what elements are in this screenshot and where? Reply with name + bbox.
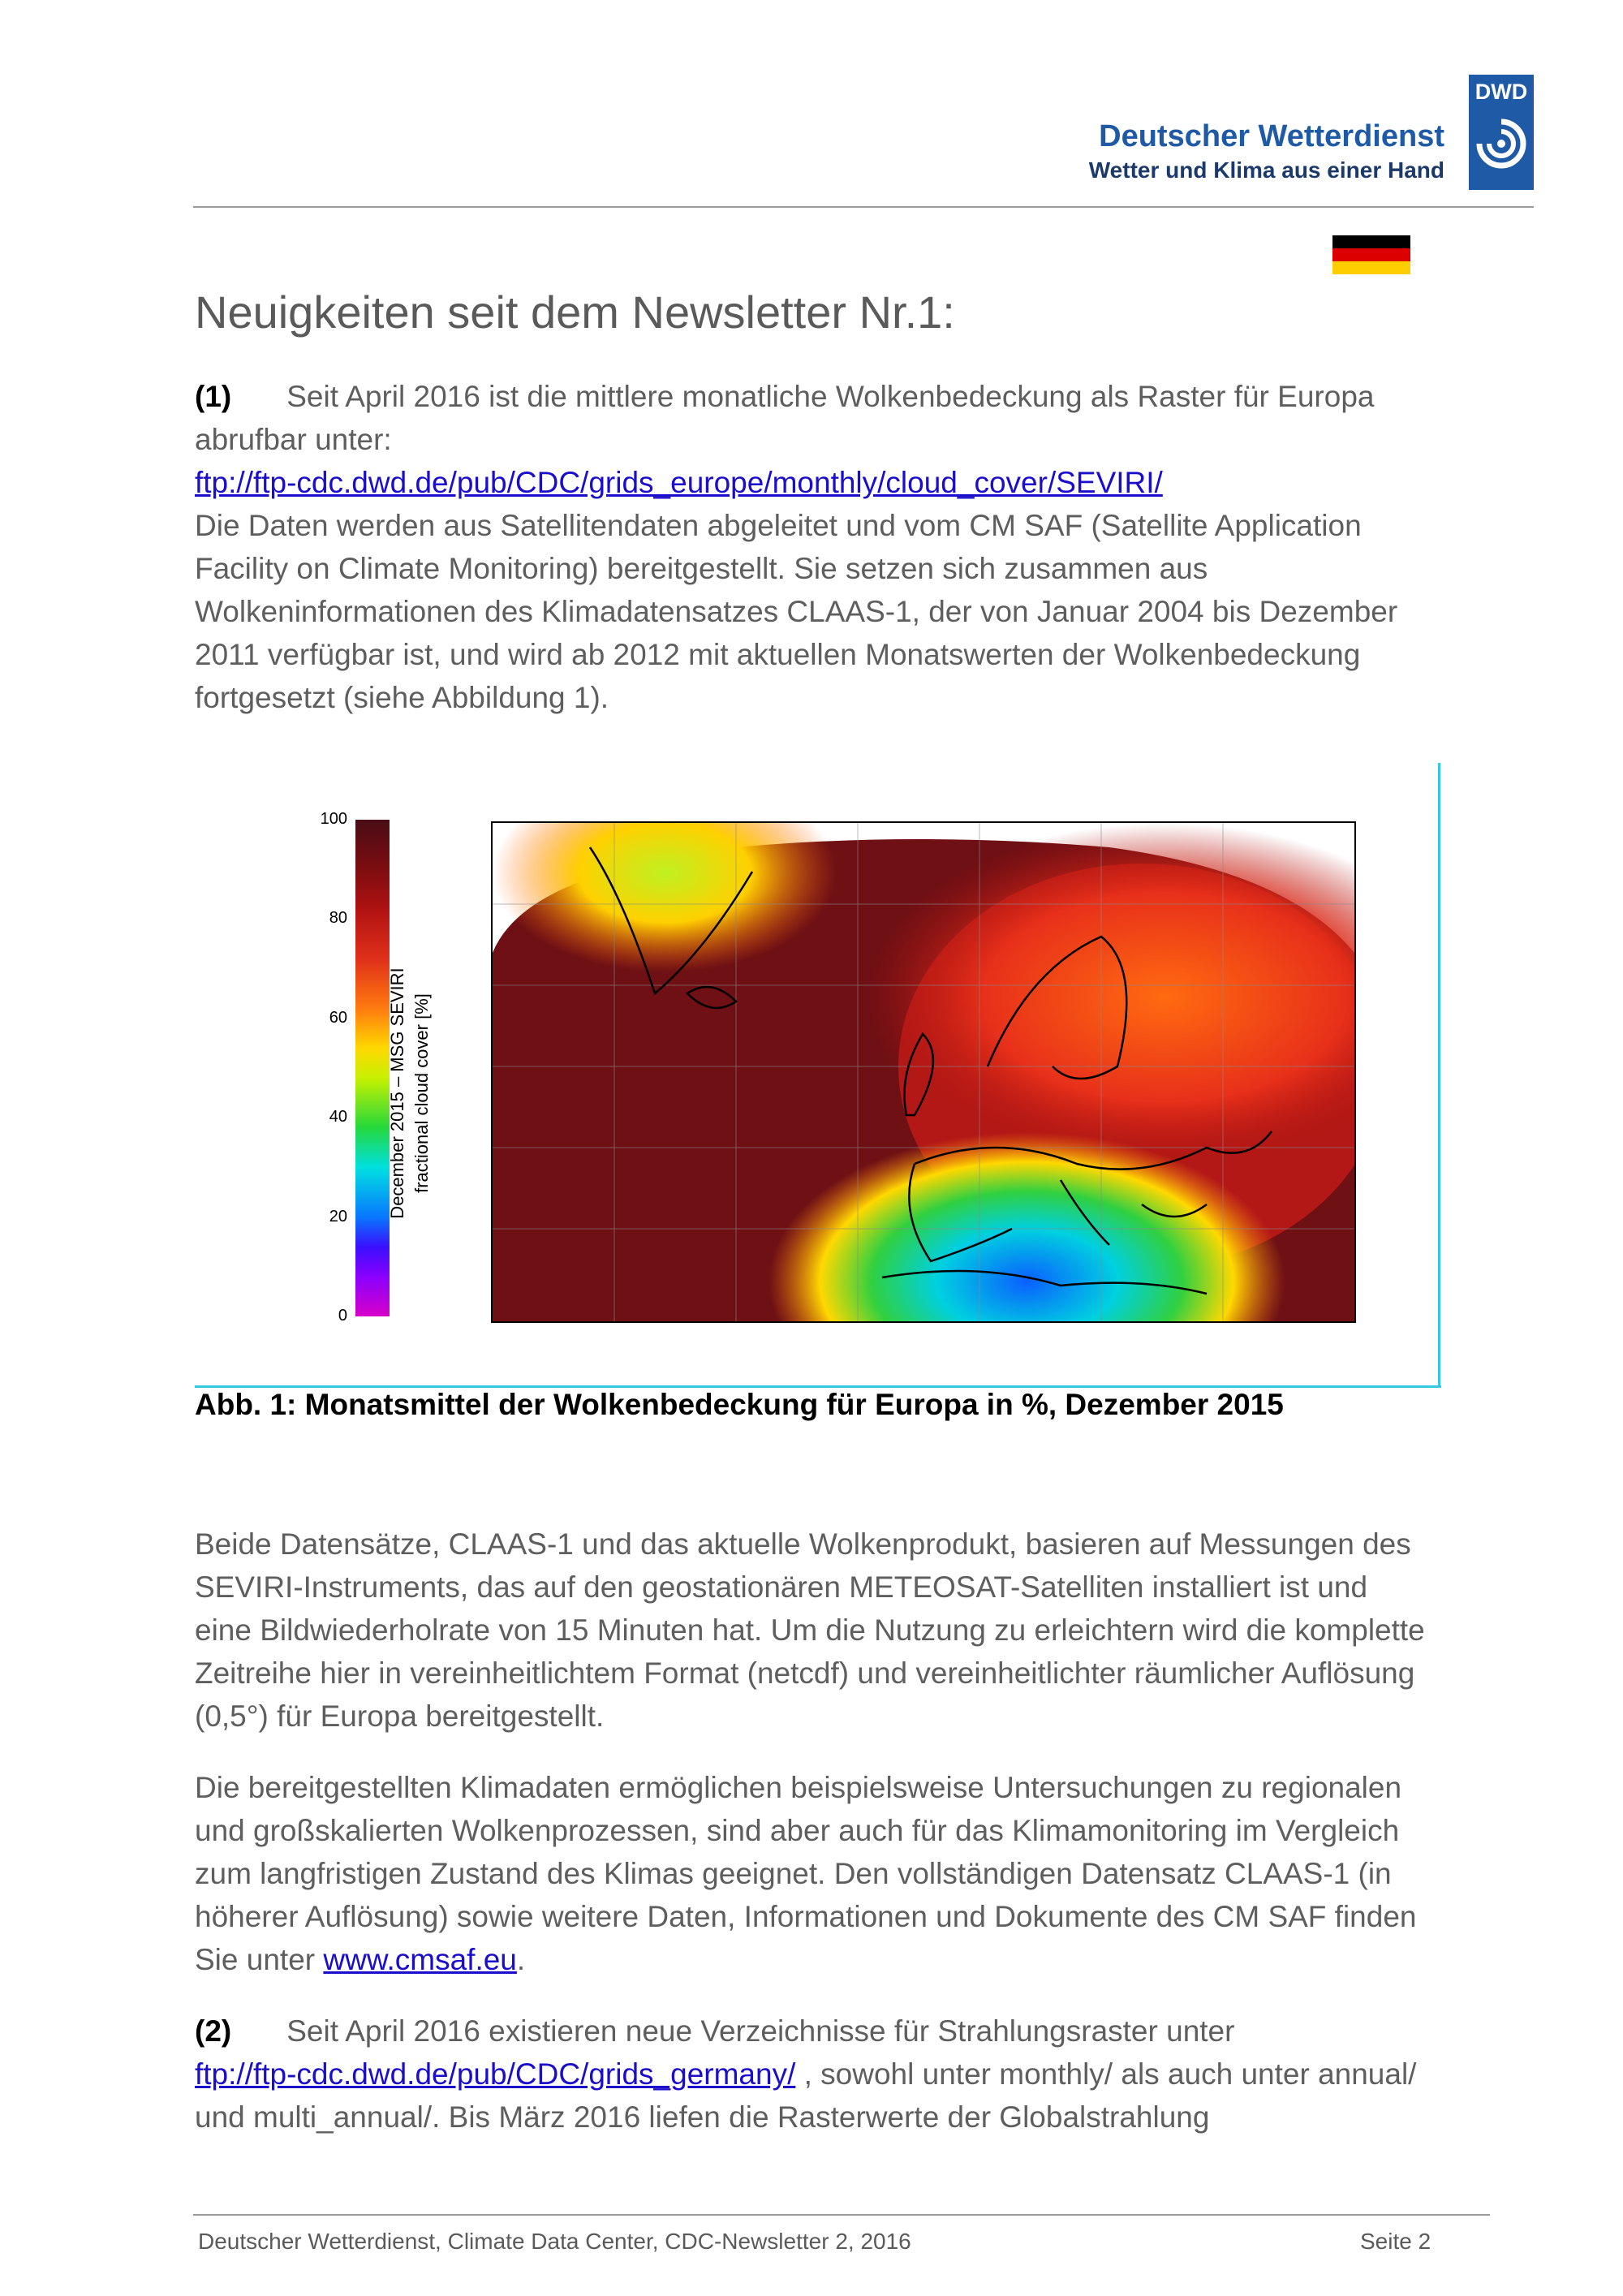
greenland-field bbox=[493, 823, 1354, 1321]
section-2-text-a: Seit April 2016 existieren neue Verzeichnisse für Strahlungsraster unter bbox=[286, 2014, 1235, 2048]
section-2-text-b: , sowohl unter monthly/ als auch unter annual/ und multi_annual/. Bis März 2016 liefen die Rasterwerte der Globalstrahlung bbox=[195, 2057, 1417, 2134]
figure-border-right bbox=[1438, 763, 1440, 1388]
flag-stripe-gold bbox=[1332, 261, 1410, 274]
cmsaf-link[interactable]: www.cmsaf.eu bbox=[323, 1943, 517, 1976]
header-rule bbox=[193, 206, 1534, 208]
colorbar-label-line-2: fractional cloud cover [%] bbox=[411, 993, 432, 1193]
paragraph-3-end: . bbox=[516, 1943, 526, 1976]
colorbar bbox=[355, 820, 390, 1316]
paragraph-3 bbox=[195, 1766, 1428, 1981]
paragraph-3-text: Die bereitgestellten Klimadaten ermöglichen beispielsweise Untersuchungen zu regionalen und großskalierten Wolkenprozessen, sind aber auch für das Klimamonitoring im Vergleich zum langfristigen Zustand des Klimas geeignet. Den vollständigen Datensatz CLAAS-1 (in höherer Auflösung) sowie weitere Daten, Informationen und Dokumente des CM SAF finden Sie unter bbox=[195, 1771, 1417, 1976]
flag-stripe-red bbox=[1332, 248, 1410, 261]
colorbar-tick: 0 bbox=[338, 1307, 347, 1325]
page-number: Seite 2 bbox=[1360, 2229, 1431, 2254]
logo-box bbox=[1469, 75, 1534, 190]
flag-stripe-black bbox=[1332, 235, 1410, 248]
paragraph-2: Beide Datensätze, CLAAS-1 und das aktuelle Wolkenprodukt, basieren auf Messungen des SEVIRI-Instruments, das auf den geostationären METEOSAT-Satelliten installiert ist und eine Bildwiederholrate von 15 Minuten hat. Um die Nutzung zu erleichtern wird die komplette Zeitreihe hier in vereinheitlichtem Format (netcdf) und vereinheitlichter räumlicher Auflösung (0,5°) für Europa bereitgestellt. bbox=[195, 1527, 1425, 1733]
colorbar-label bbox=[385, 923, 434, 1264]
logo-org-name: Deutscher Wetterdienst bbox=[1099, 119, 1444, 153]
colorbar-tick: 80 bbox=[329, 909, 347, 927]
colorbar-tick: 60 bbox=[329, 1009, 347, 1027]
swirl-icon bbox=[1473, 115, 1530, 172]
footer-left-text: Deutscher Wetterdienst, Climate Data Center, CDC-Newsletter 2, 2016 bbox=[198, 2229, 911, 2254]
section-1-number: (1) bbox=[195, 380, 232, 413]
logo-slogan: Wetter und Klima aus einer Hand bbox=[1088, 157, 1444, 183]
cloud-cover-ftp-link[interactable]: ftp://ftp-cdc.dwd.de/pub/CDC/grids_europe/monthly/cloud_cover/SEVIRI/ bbox=[195, 466, 1163, 499]
section-1-text-b: Die Daten werden aus Satellitendaten abgeleitet und vom CM SAF (Satellite Application Facility on Climate Monitoring) bereitgestellt. Sie setzen sich zusammen aus Wolkeninformationen des Klimadatensatzes CLAAS-1, der von Januar 2004 bis Dezember 2011 verfügbar ist, und wird ab 2012 mit aktuellen Monatswerten der Wolkenbedeckung fortgesetzt (siehe Abbildung 1). bbox=[195, 509, 1398, 714]
europe-cloud-cover-map bbox=[491, 821, 1356, 1323]
logo-abbr: DWD bbox=[1474, 80, 1528, 104]
grids-germany-ftp-link[interactable]: ftp://ftp-cdc.dwd.de/pub/CDC/grids_germany/ bbox=[195, 2057, 796, 2091]
cloud-cover-figure bbox=[195, 763, 1441, 1388]
colorbar-tick: 100 bbox=[320, 810, 347, 828]
section-2-number: (2) bbox=[195, 2014, 232, 2048]
colorbar-tick: 20 bbox=[329, 1208, 347, 1226]
dwd-logo bbox=[1088, 75, 1534, 196]
section-1 bbox=[195, 375, 1428, 719]
footer-rule bbox=[193, 2214, 1490, 2216]
german-flag-icon bbox=[1332, 235, 1410, 274]
page-title: Neuigkeiten seit dem Newsletter Nr.1: bbox=[195, 286, 955, 338]
figure-caption: Abb. 1: Monatsmittel der Wolkenbedeckung für Europa in %, Dezember 2015 bbox=[195, 1388, 1284, 1421]
section-2 bbox=[195, 2010, 1428, 2139]
section-1-text-a: Seit April 2016 ist die mittlere monatliche Wolkenbedeckung als Raster für Europa abrufbar unter: bbox=[195, 380, 1375, 456]
colorbar-label-line-1: December 2015 – MSG SEVIRI bbox=[387, 967, 407, 1219]
colorbar-tick: 40 bbox=[329, 1108, 347, 1126]
